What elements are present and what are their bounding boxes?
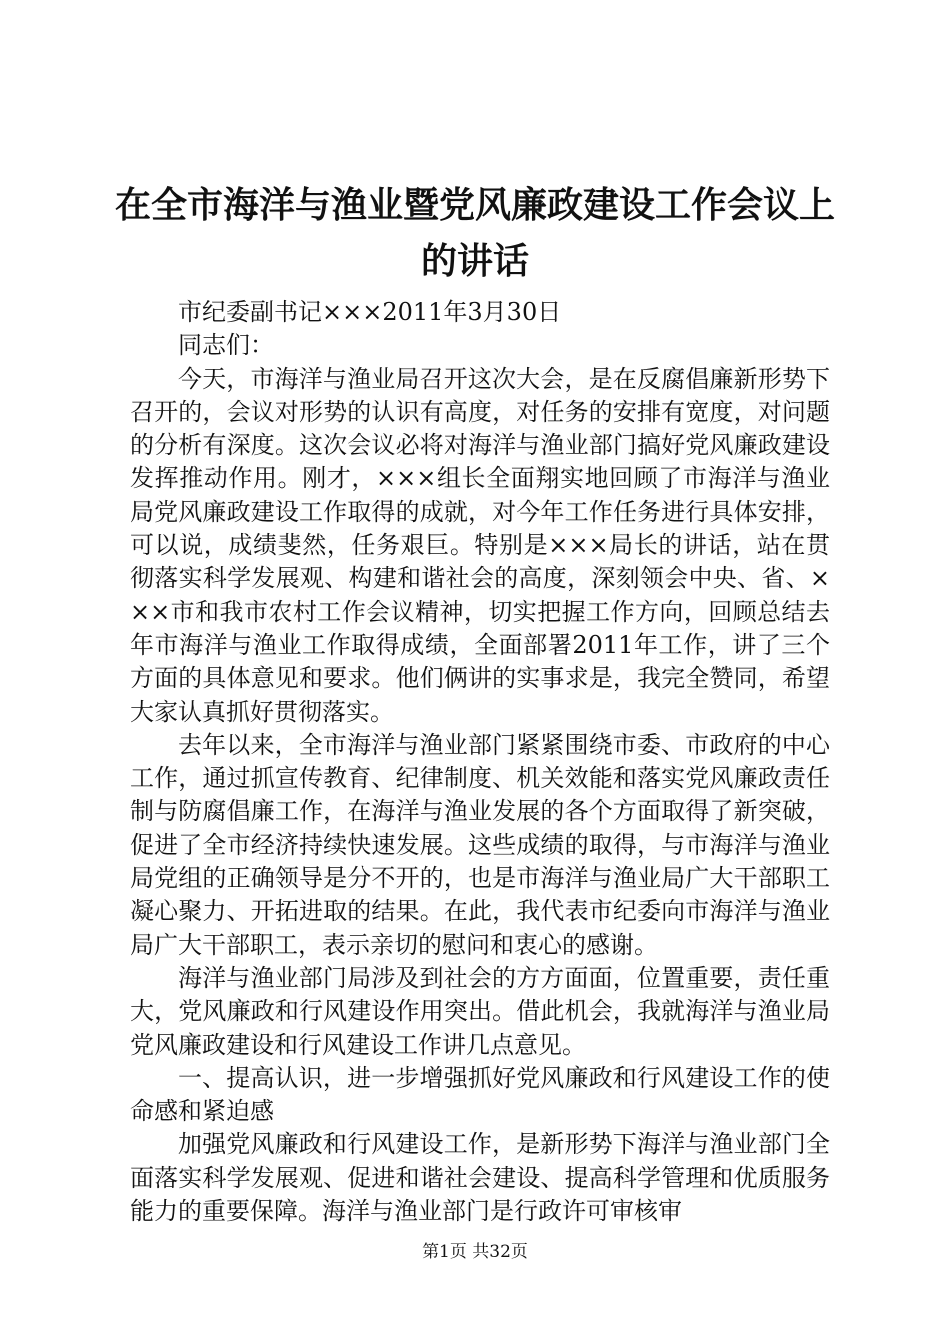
body-paragraph: 海洋与渔业部门局涉及到社会的方方面面，位置重要，责任重大，党风廉政和行风建设作用突出。借此机会，我就海洋与渔业局党风廉政建设和行风建设工作讲几点意见。 xyxy=(130,963,830,1059)
body-paragraph: 加强党风廉政和行风建设工作，是新形势下海洋与渔业部门全面落实科学发展观、促进和谐社会建设、提高科学管理和优质服务能力的重要保障。海洋与渔业部门是行政许可审核审 xyxy=(130,1130,830,1226)
section-heading: 一、提高认识，进一步增强抓好党风廉政和行风建设工作的使命感和紧迫感 xyxy=(130,1063,830,1126)
body-paragraph: 今天，市海洋与渔业局召开这次大会，是在反腐倡廉新形势下召开的，会议对形势的认识有高度，对任务的安排有宽度，对问题的分析有深度。这次会议必将对海洋与渔业部门搞好党风廉政建设发挥推动作用。刚才，×××组长全面翔实地回顾了市海洋与渔业局党风廉政建设工作取得的成就，对今年工作任务进行具体安排，可以说，成绩斐然，任务艰巨。特别是×××局长的讲话，站在贯彻落实科学发展观、构建和谐社会的高度，深刻领会中央、省、×××市和我市农村工作会议精神，切实把握工作方向，回顾总结去年市海洋与渔业工作取得成绩，全面部署2011年工作，讲了三个方面的具体意见和要求。他们俩讲的实事求是，我完全赞同，希望大家认真抓好贯彻落实。 xyxy=(130,364,830,726)
speaker-line: 市纪委副书记×××2011年3月30日 xyxy=(178,298,562,326)
document-body xyxy=(130,296,830,1228)
page-number-footer: 第1页 共32页 xyxy=(422,1242,528,1262)
salutation: 同志们： xyxy=(178,331,274,360)
body-paragraph: 去年以来，全市海洋与渔业部门紧紧围绕市委、市政府的中心工作，通过抓宣传教育、纪律制度、机关效能和落实党风廉政责任制与防腐倡廉工作，在海洋与渔业发展的各个方面取得了新突破，促进了全市经济持续快速发展。这些成绩的取得，与市海洋与渔业局党组的正确领导是分不开的，也是市海洋与渔业局广大干部职工凝心聚力、开拓进取的结果。在此，我代表市纪委向市海洋与渔业局广大干部职工，表示亲切的慰问和衷心的感谢。 xyxy=(130,730,830,959)
document-title: 在全市海洋与渔业暨党风廉政建设工作会议上的讲话 xyxy=(114,185,835,282)
